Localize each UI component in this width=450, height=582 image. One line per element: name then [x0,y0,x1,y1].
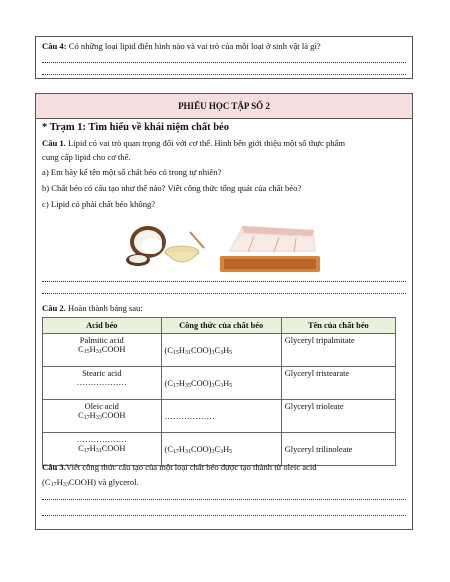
question-4-text: Có những loại lipid điển hình nào và vai trò của mỗi loại ở sinh vật là gì? [66,41,321,51]
acid-cell [43,400,162,433]
question-1c: c) Lipid có phải chất béo không? [42,199,156,209]
fat-name-cell: Glyceryl trioleate [281,400,395,433]
station-star: * [42,122,48,133]
question-3-line1 [42,462,317,473]
table-row [43,367,396,400]
question-1a: a) Em hãy kể tên một số chất béo có trong tự nhiên? [42,167,222,177]
worksheet-box [35,93,413,530]
question-2-text: Hoàn thành bảng sau: [65,303,143,313]
station-title: Trạm 1: Tìm hiểu về khái niệm chất béo [49,122,229,133]
answer-line [42,292,406,294]
coconut-image [126,226,166,266]
fat-name-cell: Glyceryl tristearate [281,367,395,400]
lipid-foods-image [124,212,324,274]
answer-line [42,280,406,282]
fat-formula-cell: $(C_{17}H_{35}COO)_3C_3H_5$ [161,367,281,400]
worksheet-header [36,94,412,119]
fat-formula-cell: $(C_{17}H_{31}COO)_3C_3H_5$ [161,433,281,466]
table-header: Tên của chất béo [281,318,395,334]
table-row [43,433,396,466]
question-3-line2: $(C_{17}H_{33}COOH)$ và glycerol. [42,477,139,488]
fat-name-cell: Glyceryl tripalmitate [281,334,395,367]
question-1-text: Lipid có vai trò quan trọng đối với cơ thể. Hình bên giới thiệu một số thực phẩm [65,138,346,148]
question-3-text: Viết công thức cấu tạo của một loại chất béo được tạo thành từ oleic acid [65,462,317,472]
question-2 [42,303,143,314]
pork-belly-image [220,226,320,272]
question-3-label: Câu 3. [42,462,66,472]
acid-name: Stearic acid [82,369,122,378]
question-4-box [35,36,413,79]
acid-name-blank: ……………… [76,435,127,444]
acid-cell [43,334,162,367]
fat-formula-blank: ……………… [161,400,281,433]
fats-table [42,317,396,466]
question-1-line2: cung cấp lipid cho cơ thể. [42,152,131,162]
station-title-row [42,122,229,133]
question-2-label: Câu 2. [42,303,66,313]
table-header: Acid béo [43,318,162,334]
question-1-label: Câu 1. [42,138,66,148]
question-4 [42,41,321,52]
question-4-label: Câu 4: [42,41,67,51]
acid-formula: $C_{17}H_{33}COOH$ [78,411,126,421]
question-1-line1 [42,138,345,149]
acid-name: Palmitic acid [79,336,124,345]
table-row [43,400,396,433]
acid-cell [43,433,162,466]
acid-name: Oleic acid [84,402,119,411]
acid-cell [43,367,162,400]
worksheet-title: PHIẾU HỌC TẬP SỐ 2 [178,101,270,111]
table-header: Công thức của chất béo [161,318,281,334]
fat-name-cell: Glyceryl trilinoleate [281,433,395,466]
table-row [43,334,396,367]
answer-line [42,61,406,63]
acid-formula-blank: ……………… [76,378,127,387]
answer-line [42,498,406,500]
fat-formula-cell: $(C_{15}H_{31}COO)_3C_3H_5$ [161,334,281,367]
table-header-row [43,318,396,334]
answer-line [42,514,406,516]
question-1b: b) Chất béo có cấu tạo như thế nào? Viết công thức tổng quát của chất béo? [42,183,302,193]
answer-line [42,73,406,75]
oil-bowl-image [165,232,204,262]
acid-formula: $C_{17}H_{31}COOH$ [78,444,126,454]
acid-formula: $C_{15}H_{31}COOH$ [78,345,126,355]
